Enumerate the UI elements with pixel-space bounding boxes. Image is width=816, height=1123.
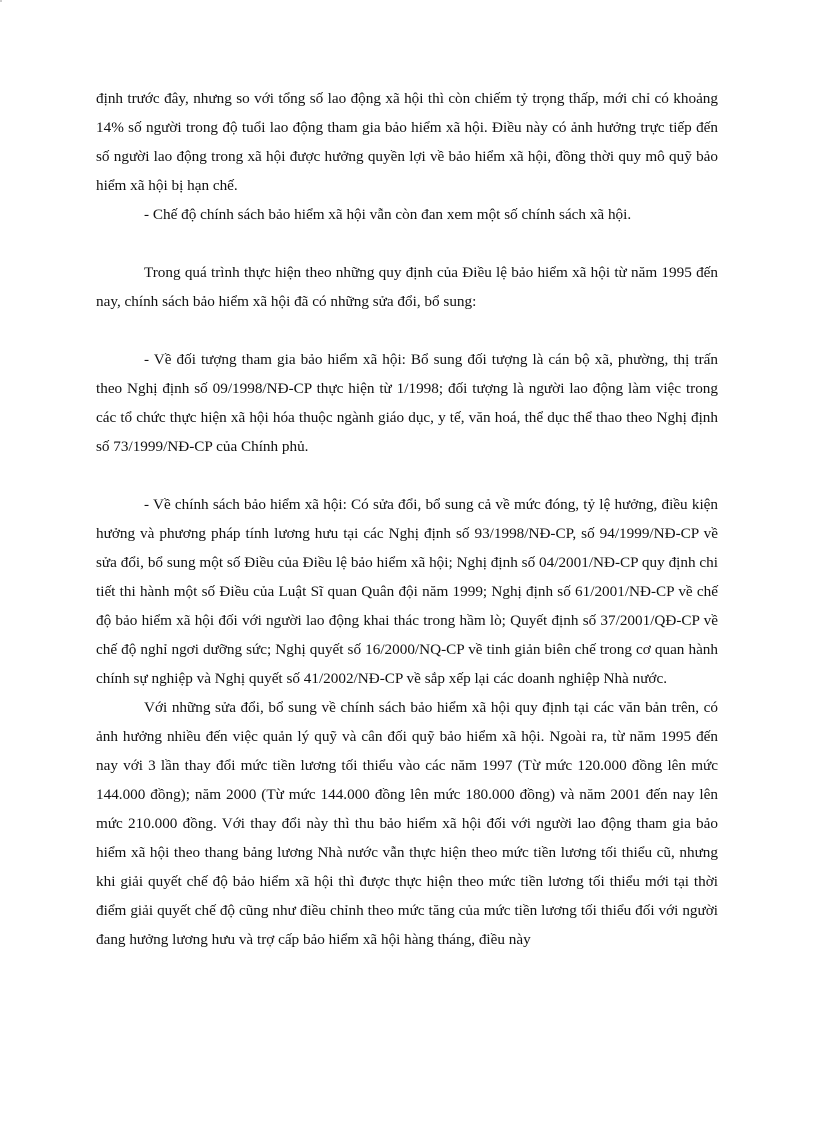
paragraph-continuation: định trước đây, nhưng so với tổng số lao động xã hội thì còn chiếm tỷ trọng thấp, mới chỉ có khoảng 14% số người trong độ tuổi lao động tham gia bảo hiểm xã hội. Điều này có ảnh hưởng trực tiếp đến số người lao động trong xã hội được hưởng quyền lợi về bảo hiểm xã hội, đồng thời quy mô quỹ bảo hiểm xã hội bị hạn chế. (96, 90, 718, 194)
paragraph-gap (96, 316, 718, 345)
paragraph-gap (96, 461, 718, 490)
paragraph-gap (96, 229, 718, 258)
paragraph-wage-changes: Với những sửa đổi, bổ sung về chính sách bảo hiểm xã hội quy định tại các văn bản trên, có ảnh hưởng nhiều đến việc quản lý quỹ và cân đối quỹ bảo hiểm xã hội. Ngoài ra, từ năm 1995 đến nay với 3 lần thay đổi mức tiền lương tối thiểu vào các năm 1997 (Từ mức 120.000 đồng lên mức 144.000 đồng); năm 2000 (Từ mức 144.000 đồng lên mức 180.000 đồng) và năm 2001 đến nay lên mức 210.000 đồng. Với thay đổi này thì thu bảo hiểm xã hội đối với người lao động tham gia bảo hiểm xã hội theo thang bảng lương Nhà nước vẫn thực hiện theo mức tiền lương tối thiểu cũ, nhưng khi giải quyết chế độ bảo hiểm xã hội thì được thực hiện theo mức tiền lương tối thiểu mới tại thời điểm giải quyết chế độ cũng như điều chỉnh theo mức tăng của mức tiền lương tối thiểu đối với người đang hưởng lương hưu và trợ cấp bảo hiểm xã hội hàng tháng, điều này (96, 699, 718, 948)
paragraph-policy-changes: - Về chính sách bảo hiểm xã hội: Có sửa đổi, bổ sung cả về mức đóng, tỷ lệ hưởng, điều kiện hưởng và phương pháp tính lương hưu tại các Nghị định số 93/1998/NĐ-CP, số 94/1999/NĐ-CP về sửa đổi, bổ sung một số Điều của Điều lệ bảo hiểm xã hội; Nghị định số 04/2001/NĐ-CP quy định chi tiết thi hành một số Điều của Luật Sĩ quan Quân đội năm 1999; Nghị định số 61/2001/NĐ-CP về chế độ bảo hiểm xã hội đối với người lao động khai thác trong hầm lò; Quyết định số 37/2001/QĐ-CP về chế độ nghỉ ngơi dưỡng sức; Nghị quyết số 16/2000/NQ-CP về tinh giản biên chế trong cơ quan hành chính sự nghiệp và Nghị quyết số 41/2002/NĐ-CP về sắp xếp lại các doanh nghiệp Nhà nước. (96, 496, 718, 687)
paragraph-policy-overlap: - Chế độ chính sách bảo hiểm xã hội vẫn còn đan xem một số chính sách xã hội. (144, 206, 632, 223)
corner-mark (0, 0, 2, 2)
paragraph-amendments-intro: Trong quá trình thực hiện theo những quy định của Điều lệ bảo hiểm xã hội từ năm 1995 đến nay, chính sách bảo hiểm xã hội đã có những sửa đổi, bổ sung: (96, 264, 718, 310)
document-page (96, 84, 718, 954)
paragraph-participants: - Về đối tượng tham gia bảo hiểm xã hội: Bổ sung đối tượng là cán bộ xã, phường, thị trấn theo Nghị định số 09/1998/NĐ-CP thực hiện từ 1/1998; đối tượng là người lao động làm việc trong các tổ chức thực hiện xã hội hóa thuộc ngành giáo dục, y tế, văn hoá, thể dục thể thao theo Nghị định số 73/1999/NĐ-CP của Chính phủ. (96, 351, 718, 455)
